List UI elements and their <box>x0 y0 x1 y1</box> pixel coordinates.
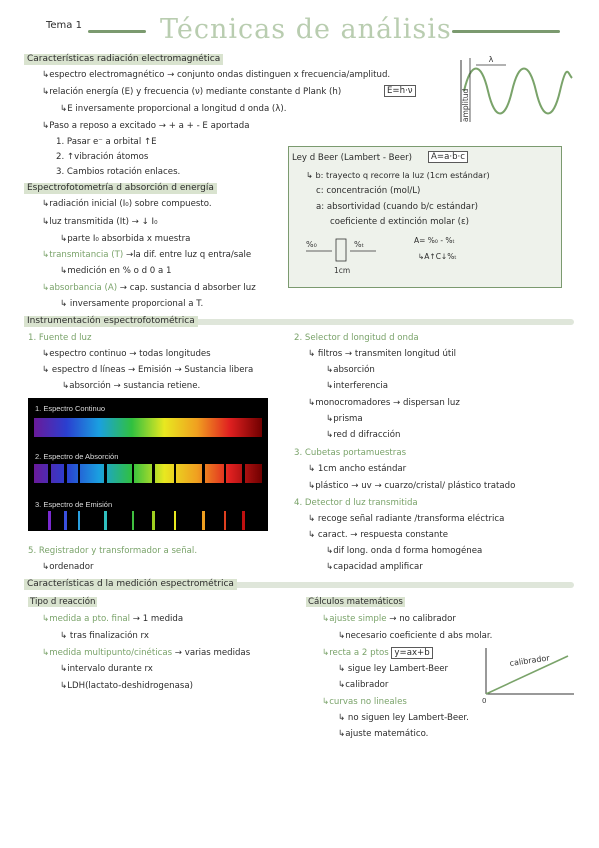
spectrum-label-1: 1. Espectro Continuo <box>35 404 106 413</box>
pct-in-label: %₀ <box>306 240 317 249</box>
emission-spectrum <box>34 511 262 530</box>
selector-line-1: ↳ filtros → transmiten longitud útil <box>308 349 457 359</box>
calculos-heading: Cálculos matemáticos <box>308 597 403 607</box>
absorbancia-label: ↳absorbancia (A) <box>42 283 118 293</box>
transmitancia-text: →la dif. entre luz q entra/sale <box>125 250 252 260</box>
beer-title: Ley d Beer (Lambert - Beer) <box>292 153 413 163</box>
fuente-line-2: ↳ espectro d líneas → Emisión → Sustancia libera <box>42 365 254 375</box>
calculos-line-2: ↳necesario coeficiente d abs molar. <box>338 631 493 641</box>
absorption-spectrum <box>34 464 262 483</box>
beer-a: a: absortividad (cuando b/c estándar) <box>316 202 478 212</box>
selector-line-4: ↳monocromadores → dispersan luz <box>308 398 460 408</box>
calculos-line-4: ↳ sigue ley Lambert-Beer <box>338 664 449 674</box>
detector-heading: 4. Detector d luz transmitida <box>294 498 418 508</box>
cubetas-line-2: ↳plástico → uv → cuarzo/cristal/ plástico tratado <box>308 481 516 491</box>
calculos-line-5: ↳calibrador <box>338 680 389 690</box>
lambda-label: λ <box>488 56 494 64</box>
radiacion-line-3: ↳E inversamente proporcional a longitud d onda (λ). <box>60 104 287 114</box>
beer-a-coef: coeficiente d extinción molar (ε) <box>330 217 469 227</box>
radiacion-line-1: ↳espectro electromagnético → conjunto ondas distinguen x frecuencia/amplitud. <box>42 70 391 80</box>
selector-line-5: ↳prisma <box>326 414 363 424</box>
cuvette <box>336 239 346 261</box>
beer-b: ↳ b: trayecto q recorre la luz (1cm estándar) <box>306 170 490 180</box>
radiacion-step-1: 1. Pasar e⁻ a orbital ↑E <box>56 137 157 147</box>
radiacion-step-2: 2. ↑vibración átomos <box>56 152 149 162</box>
absorcion-line-7: ↳ inversamente proporcional a T. <box>60 299 204 309</box>
cuvette-diagram <box>304 233 394 277</box>
pct-out-label: %ₜ <box>354 240 364 249</box>
tipo-line-4: ↳intervalo durante rx <box>60 664 153 674</box>
fuente-line-1: ↳espectro continuo → todas longitudes <box>42 349 211 359</box>
spectrum-label-2: 2. Espectro de Absorción <box>35 452 119 461</box>
tema-label: Tema 1 <box>46 20 82 31</box>
multipunto-label: ↳medida multipunto/cinéticas <box>42 648 173 658</box>
registrador-line-1: ↳ordenador <box>42 562 94 572</box>
calculos-line-7: ↳ no siguen ley Lambert-Beer. <box>338 713 469 723</box>
heading-instrumentacion: Instrumentación espectrofotométrica <box>24 316 198 327</box>
amplitude-label: amplitud <box>461 88 470 122</box>
absorcion-line-2: ↳luz transmitida (It) → ↓ I₀ <box>42 217 158 227</box>
recta-equation: y=ax+b <box>391 647 432 659</box>
cm-label: 1cm <box>334 266 351 275</box>
tipo-line-3 <box>42 648 250 658</box>
absorbancia-text: → cap. sustancia d absorber luz <box>119 283 256 293</box>
cubetas-line-1: ↳ 1cm ancho estándar <box>308 464 407 474</box>
curvas-label: ↳curvas no lineales <box>322 697 407 707</box>
title-rule-right <box>452 30 560 33</box>
tipo-line-1 <box>42 614 183 624</box>
radiacion-line-4: ↳Paso a reposo a excitado → + a + - E aportada <box>42 121 250 131</box>
heading-medicion: Características d la medición espectrométrica <box>24 579 237 590</box>
absorcion-line-6 <box>42 283 256 293</box>
absorcion-line-3: ↳parte I₀ absorbida x muestra <box>60 234 191 244</box>
wave-diagram <box>456 56 576 126</box>
calculos-line-3 <box>322 648 433 658</box>
registrador-heading: 5. Registrador y transformador a señal. <box>28 546 198 556</box>
selector-line-2: ↳absorción <box>326 365 375 375</box>
heading-radiacion: Características radiación electromagnética <box>24 54 223 65</box>
graph-origin: 0 <box>482 697 487 704</box>
continuous-spectrum <box>34 418 262 437</box>
detector-line-3: ↳dif long. onda d forma homogénea <box>326 546 483 556</box>
absorcion-line-4 <box>42 250 251 260</box>
page-title: Técnicas de análisis <box>160 14 452 45</box>
ajuste-simple-text: → no calibrador <box>389 614 456 624</box>
tipo-reaccion-heading: Tipo d reacción <box>30 597 96 607</box>
cubetas-heading: 3. Cubetas portamuestras <box>294 448 407 458</box>
fuente-line-3: ↳absorción → sustancia retiene. <box>62 381 201 391</box>
heading-absorcion: Espectrofotometría d absorción d energía <box>24 183 217 194</box>
radiacion-step-3: 3. Cambios rotación enlaces. <box>56 167 181 177</box>
title-rule-left <box>88 30 146 33</box>
tipo-line-2: ↳ tras finalización rx <box>60 631 149 641</box>
calibration-graph <box>480 644 580 704</box>
energy-equation: E=h·ν <box>384 85 416 97</box>
tipo-line-5: ↳LDH(lactato-deshidrogenasa) <box>60 681 193 691</box>
selector-line-6: ↳red d difracción <box>326 430 401 440</box>
transmitancia-label: ↳transmitancia (T) <box>42 250 124 260</box>
absorbance-relation: ↳A↑C↓%ₜ <box>418 252 457 261</box>
absorcion-line-1: ↳radiación inicial (I₀) sobre compuesto. <box>42 199 212 209</box>
beer-c: c: concentración (mol/L) <box>316 186 421 196</box>
wave-curve <box>464 69 572 114</box>
selector-heading: 2. Selector d longitud d onda <box>294 333 419 343</box>
fuente-heading: 1. Fuente d luz <box>28 333 92 343</box>
beer-equation: A=a·b·c <box>428 151 468 163</box>
calculos-line-1 <box>322 614 456 624</box>
radiacion-line-2: ↳relación energía (E) y frecuencia (ν) mediante constante d Plank (h) <box>42 87 342 97</box>
ajuste-simple-label: ↳ajuste simple <box>322 614 387 624</box>
pto-final-text: → 1 medida <box>132 614 184 624</box>
graph-label: calibrador <box>509 653 551 668</box>
detector-line-4: ↳capacidad amplificar <box>326 562 423 572</box>
absorcion-line-5: ↳medición en % o d 0 a 1 <box>60 266 172 276</box>
detector-line-1: ↳ recoge señal radiante /transforma eléctrica <box>308 514 505 524</box>
recta-label: ↳recta a 2 ptos <box>322 648 389 658</box>
detector-line-2: ↳ caract. → respuesta constante <box>308 530 449 540</box>
spectrum-label-3: 3. Espectro de Emisión <box>35 500 113 509</box>
multipunto-text: → varias medidas <box>174 648 251 658</box>
absorbance-formula: A= %₀ - %ₜ <box>414 236 455 245</box>
spectrum-image <box>28 398 268 531</box>
calculos-line-8: ↳ajuste matemático. <box>338 729 429 739</box>
selector-line-3: ↳interferencia <box>326 381 388 391</box>
pto-final-label: ↳medida a pto. final <box>42 614 131 624</box>
